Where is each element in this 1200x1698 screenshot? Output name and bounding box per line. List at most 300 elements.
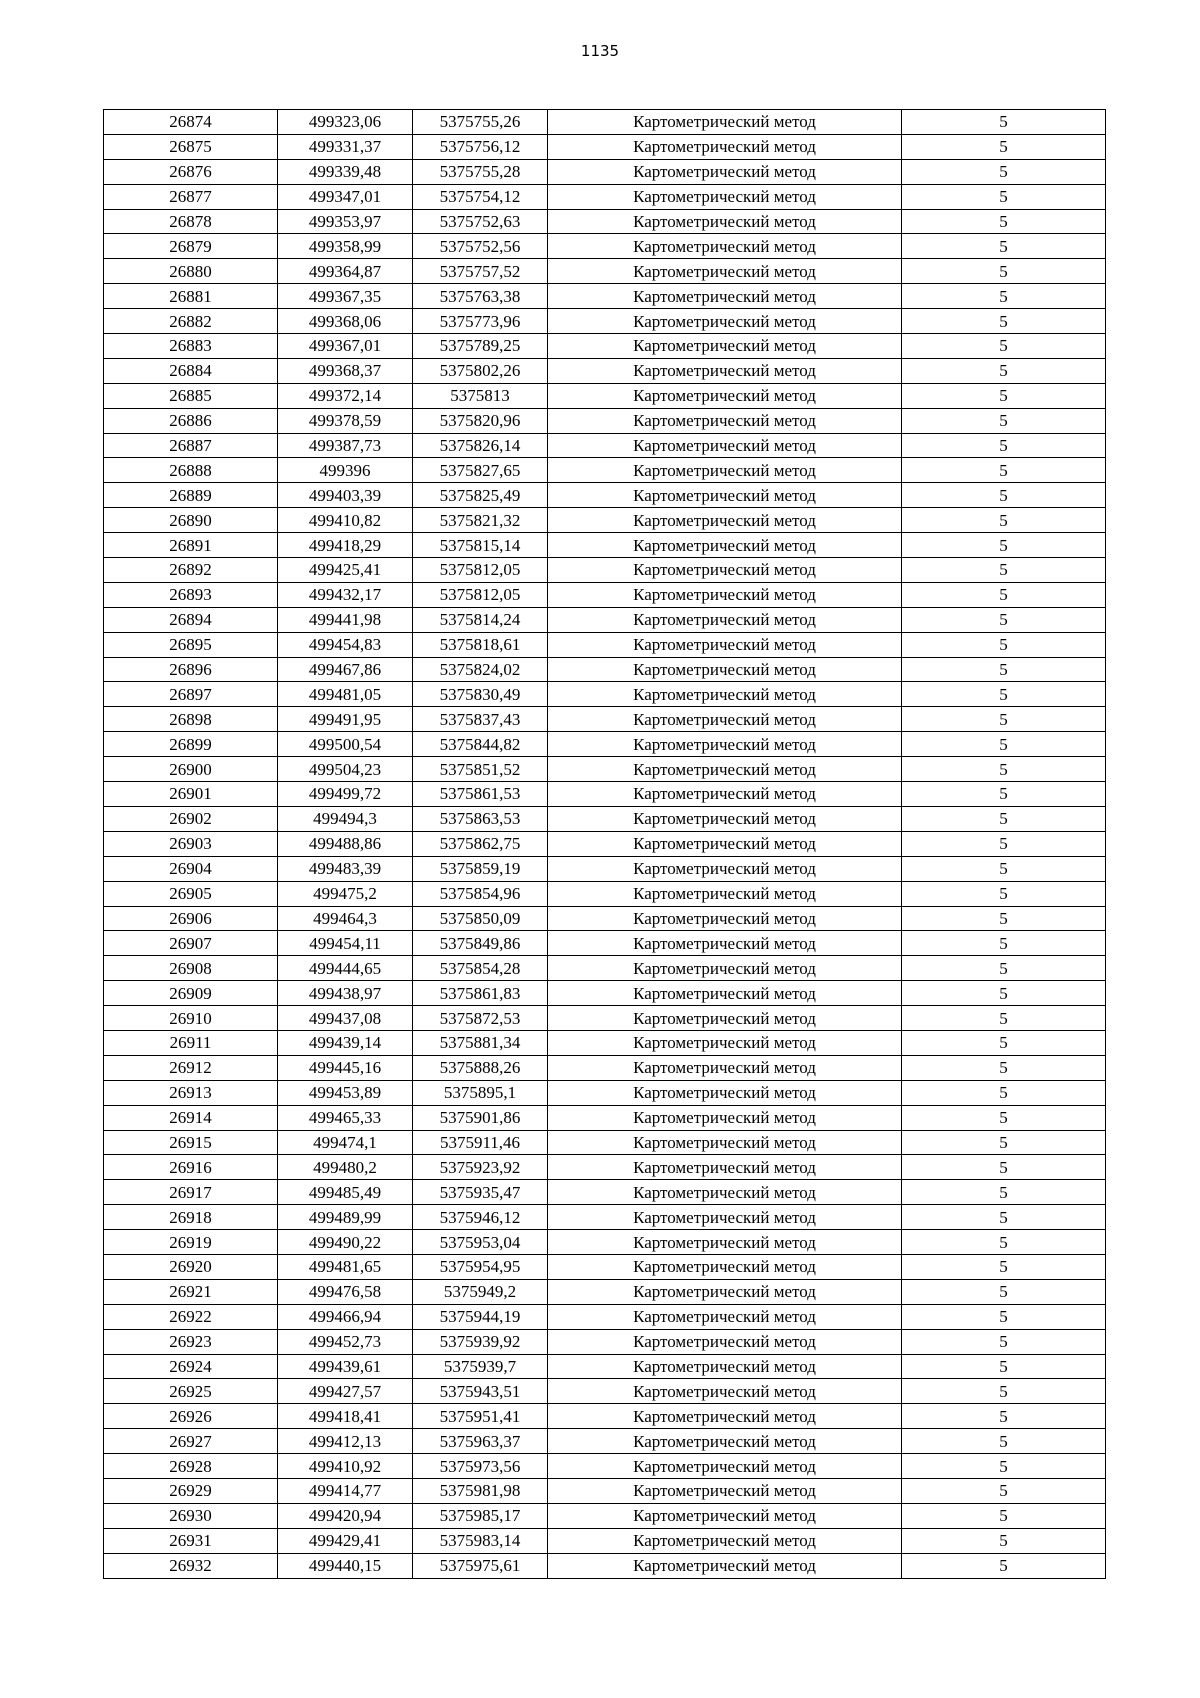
x-coordinate-cell: 499445,16: [278, 1055, 413, 1080]
method-cell: Картометрический метод: [548, 782, 902, 807]
x-coordinate-cell: 499367,01: [278, 334, 413, 359]
x-coordinate-cell: 499418,29: [278, 533, 413, 558]
point-number-cell: 26877: [104, 184, 278, 209]
accuracy-cell: 5: [902, 981, 1106, 1006]
point-number-cell: 26918: [104, 1205, 278, 1230]
point-number-cell: 26932: [104, 1553, 278, 1578]
point-number-cell: 26907: [104, 931, 278, 956]
accuracy-cell: 5: [902, 284, 1106, 309]
method-cell: Картометрический метод: [548, 184, 902, 209]
accuracy-cell: 5: [902, 607, 1106, 632]
y-coordinate-cell: 5375773,96: [413, 309, 548, 334]
table-row: [104, 806, 1106, 831]
y-coordinate-cell: 5375814,24: [413, 607, 548, 632]
y-coordinate-cell: 5375895,1: [413, 1080, 548, 1105]
accuracy-cell: 5: [902, 632, 1106, 657]
accuracy-cell: 5: [902, 657, 1106, 682]
accuracy-cell: 5: [902, 234, 1106, 259]
table-row: [104, 831, 1106, 856]
table-row: [104, 1080, 1106, 1105]
y-coordinate-cell: 5375821,32: [413, 508, 548, 533]
method-cell: Картометрический метод: [548, 707, 902, 732]
y-coordinate-cell: 5375837,43: [413, 707, 548, 732]
table-row: [104, 732, 1106, 757]
accuracy-cell: 5: [902, 906, 1106, 931]
method-cell: Картометрический метод: [548, 134, 902, 159]
method-cell: Картометрический метод: [548, 1155, 902, 1180]
y-coordinate-cell: 5375850,09: [413, 906, 548, 931]
method-cell: Картометрический метод: [548, 906, 902, 931]
y-coordinate-cell: 5375752,56: [413, 234, 548, 259]
accuracy-cell: 5: [902, 309, 1106, 334]
method-cell: Картометрический метод: [548, 508, 902, 533]
table-row: [104, 184, 1106, 209]
point-number-cell: 26929: [104, 1478, 278, 1503]
y-coordinate-cell: 5375815,14: [413, 533, 548, 558]
table-row: [104, 931, 1106, 956]
x-coordinate-cell: 499440,15: [278, 1553, 413, 1578]
accuracy-cell: 5: [902, 1304, 1106, 1329]
x-coordinate-cell: 499444,65: [278, 956, 413, 981]
method-cell: Картометрический метод: [548, 1205, 902, 1230]
method-cell: Картометрический метод: [548, 1105, 902, 1130]
x-coordinate-cell: 499475,2: [278, 881, 413, 906]
method-cell: Картометрический метод: [548, 309, 902, 334]
y-coordinate-cell: 5375752,63: [413, 209, 548, 234]
y-coordinate-cell: 5375985,17: [413, 1503, 548, 1528]
table-row: [104, 881, 1106, 906]
x-coordinate-cell: 499387,73: [278, 433, 413, 458]
point-number-cell: 26876: [104, 159, 278, 184]
point-number-cell: 26913: [104, 1080, 278, 1105]
point-number-cell: 26882: [104, 309, 278, 334]
y-coordinate-cell: 5375789,25: [413, 334, 548, 359]
accuracy-cell: 5: [902, 1080, 1106, 1105]
table-row: [104, 433, 1106, 458]
table-row: [104, 657, 1106, 682]
accuracy-cell: 5: [902, 134, 1106, 159]
y-coordinate-cell: 5375939,92: [413, 1329, 548, 1354]
method-cell: Картометрический метод: [548, 1279, 902, 1304]
point-number-cell: 26881: [104, 284, 278, 309]
table-row: [104, 707, 1106, 732]
point-number-cell: 26909: [104, 981, 278, 1006]
point-number-cell: 26928: [104, 1454, 278, 1479]
x-coordinate-cell: 499372,14: [278, 383, 413, 408]
x-coordinate-cell: 499454,83: [278, 632, 413, 657]
point-number-cell: 26910: [104, 1006, 278, 1031]
point-number-cell: 26919: [104, 1230, 278, 1255]
table-row: [104, 1230, 1106, 1255]
method-cell: Картометрический метод: [548, 1080, 902, 1105]
accuracy-cell: 5: [902, 1254, 1106, 1279]
accuracy-cell: 5: [902, 159, 1106, 184]
y-coordinate-cell: 5375981,98: [413, 1478, 548, 1503]
x-coordinate-cell: 499358,99: [278, 234, 413, 259]
method-cell: Картометрический метод: [548, 358, 902, 383]
accuracy-cell: 5: [902, 1279, 1106, 1304]
y-coordinate-cell: 5375861,83: [413, 981, 548, 1006]
x-coordinate-cell: 499420,94: [278, 1503, 413, 1528]
x-coordinate-cell: 499437,08: [278, 1006, 413, 1031]
method-cell: Картометрический метод: [548, 1503, 902, 1528]
x-coordinate-cell: 499412,13: [278, 1429, 413, 1454]
table-row: [104, 757, 1106, 782]
point-number-cell: 26903: [104, 831, 278, 856]
x-coordinate-cell: 499425,41: [278, 558, 413, 583]
accuracy-cell: 5: [902, 433, 1106, 458]
accuracy-cell: 5: [902, 1055, 1106, 1080]
y-coordinate-cell: 5375911,46: [413, 1130, 548, 1155]
y-coordinate-cell: 5375851,52: [413, 757, 548, 782]
x-coordinate-cell: 499494,3: [278, 806, 413, 831]
x-coordinate-cell: 499410,82: [278, 508, 413, 533]
point-number-cell: 26897: [104, 682, 278, 707]
point-number-cell: 26906: [104, 906, 278, 931]
method-cell: Картометрический метод: [548, 831, 902, 856]
method-cell: Картометрический метод: [548, 1180, 902, 1205]
table-row: [104, 1155, 1106, 1180]
y-coordinate-cell: 5375862,75: [413, 831, 548, 856]
table-row: [104, 1478, 1106, 1503]
method-cell: Картометрический метод: [548, 607, 902, 632]
method-cell: Картометрический метод: [548, 558, 902, 583]
point-number-cell: 26886: [104, 408, 278, 433]
accuracy-cell: 5: [902, 110, 1106, 135]
method-cell: Картометрический метод: [548, 757, 902, 782]
x-coordinate-cell: 499410,92: [278, 1454, 413, 1479]
accuracy-cell: 5: [902, 383, 1106, 408]
y-coordinate-cell: 5375973,56: [413, 1454, 548, 1479]
point-number-cell: 26874: [104, 110, 278, 135]
table-row: [104, 1329, 1106, 1354]
x-coordinate-cell: 499464,3: [278, 906, 413, 931]
table-row: [104, 234, 1106, 259]
accuracy-cell: 5: [902, 1180, 1106, 1205]
method-cell: Картометрический метод: [548, 483, 902, 508]
table-row: [104, 134, 1106, 159]
accuracy-cell: 5: [902, 782, 1106, 807]
point-number-cell: 26924: [104, 1354, 278, 1379]
table-row: [104, 856, 1106, 881]
point-number-cell: 26911: [104, 1030, 278, 1055]
x-coordinate-cell: 499454,11: [278, 931, 413, 956]
x-coordinate-cell: 499331,37: [278, 134, 413, 159]
method-cell: Картометрический метод: [548, 1130, 902, 1155]
x-coordinate-cell: 499499,72: [278, 782, 413, 807]
method-cell: Картометрический метод: [548, 1553, 902, 1578]
point-number-cell: 26892: [104, 558, 278, 583]
coordinates-table-body: [104, 110, 1106, 1579]
y-coordinate-cell: 5375951,41: [413, 1404, 548, 1429]
x-coordinate-cell: 499429,41: [278, 1528, 413, 1553]
table-row: [104, 632, 1106, 657]
accuracy-cell: 5: [902, 1354, 1106, 1379]
accuracy-cell: 5: [902, 1329, 1106, 1354]
point-number-cell: 26890: [104, 508, 278, 533]
point-number-cell: 26921: [104, 1279, 278, 1304]
table-row: [104, 159, 1106, 184]
accuracy-cell: 5: [902, 806, 1106, 831]
method-cell: Картометрический метод: [548, 533, 902, 558]
table-row: [104, 1304, 1106, 1329]
y-coordinate-cell: 5375813: [413, 383, 548, 408]
point-number-cell: 26880: [104, 259, 278, 284]
method-cell: Картометрический метод: [548, 334, 902, 359]
y-coordinate-cell: 5375849,86: [413, 931, 548, 956]
accuracy-cell: 5: [902, 1105, 1106, 1130]
accuracy-cell: 5: [902, 1503, 1106, 1528]
x-coordinate-cell: 499368,37: [278, 358, 413, 383]
method-cell: Картометрический метод: [548, 981, 902, 1006]
method-cell: Картометрический метод: [548, 234, 902, 259]
accuracy-cell: 5: [902, 1429, 1106, 1454]
table-row: [104, 607, 1106, 632]
x-coordinate-cell: 499439,61: [278, 1354, 413, 1379]
x-coordinate-cell: 499474,1: [278, 1130, 413, 1155]
accuracy-cell: 5: [902, 408, 1106, 433]
x-coordinate-cell: 499476,58: [278, 1279, 413, 1304]
x-coordinate-cell: 499504,23: [278, 757, 413, 782]
table-row: [104, 358, 1106, 383]
accuracy-cell: 5: [902, 707, 1106, 732]
x-coordinate-cell: 499467,86: [278, 657, 413, 682]
method-cell: Картометрический метод: [548, 284, 902, 309]
accuracy-cell: 5: [902, 956, 1106, 981]
x-coordinate-cell: 499441,98: [278, 607, 413, 632]
y-coordinate-cell: 5375802,26: [413, 358, 548, 383]
y-coordinate-cell: 5375888,26: [413, 1055, 548, 1080]
x-coordinate-cell: 499378,59: [278, 408, 413, 433]
x-coordinate-cell: 499439,14: [278, 1030, 413, 1055]
point-number-cell: 26914: [104, 1105, 278, 1130]
y-coordinate-cell: 5375763,38: [413, 284, 548, 309]
point-number-cell: 26879: [104, 234, 278, 259]
table-row: [104, 1528, 1106, 1553]
y-coordinate-cell: 5375935,47: [413, 1180, 548, 1205]
table-row: [104, 1030, 1106, 1055]
method-cell: Картометрический метод: [548, 1329, 902, 1354]
y-coordinate-cell: 5375954,95: [413, 1254, 548, 1279]
y-coordinate-cell: 5375844,82: [413, 732, 548, 757]
x-coordinate-cell: 499339,48: [278, 159, 413, 184]
x-coordinate-cell: 499485,49: [278, 1180, 413, 1205]
method-cell: Картометрический метод: [548, 110, 902, 135]
method-cell: Картометрический метод: [548, 1354, 902, 1379]
accuracy-cell: 5: [902, 931, 1106, 956]
x-coordinate-cell: 499367,35: [278, 284, 413, 309]
x-coordinate-cell: 499483,39: [278, 856, 413, 881]
accuracy-cell: 5: [902, 209, 1106, 234]
table-row: [104, 1429, 1106, 1454]
y-coordinate-cell: 5375983,14: [413, 1528, 548, 1553]
point-number-cell: 26887: [104, 433, 278, 458]
x-coordinate-cell: 499368,06: [278, 309, 413, 334]
y-coordinate-cell: 5375943,51: [413, 1379, 548, 1404]
method-cell: Картометрический метод: [548, 408, 902, 433]
method-cell: Картометрический метод: [548, 682, 902, 707]
accuracy-cell: 5: [902, 1230, 1106, 1255]
method-cell: Картометрический метод: [548, 732, 902, 757]
point-number-cell: 26905: [104, 881, 278, 906]
method-cell: Картометрический метод: [548, 956, 902, 981]
table-row: [104, 383, 1106, 408]
accuracy-cell: 5: [902, 1553, 1106, 1578]
accuracy-cell: 5: [902, 582, 1106, 607]
table-row: [104, 533, 1106, 558]
point-number-cell: 26900: [104, 757, 278, 782]
point-number-cell: 26923: [104, 1329, 278, 1354]
table-row: [104, 1279, 1106, 1304]
x-coordinate-cell: 499500,54: [278, 732, 413, 757]
method-cell: Картометрический метод: [548, 433, 902, 458]
method-cell: Картометрический метод: [548, 1304, 902, 1329]
point-number-cell: 26922: [104, 1304, 278, 1329]
point-number-cell: 26878: [104, 209, 278, 234]
table-row: [104, 1354, 1106, 1379]
y-coordinate-cell: 5375946,12: [413, 1205, 548, 1230]
x-coordinate-cell: 499438,97: [278, 981, 413, 1006]
table-row: [104, 1180, 1106, 1205]
accuracy-cell: 5: [902, 1205, 1106, 1230]
point-number-cell: 26902: [104, 806, 278, 831]
table-row: [104, 906, 1106, 931]
method-cell: Картометрический метод: [548, 1528, 902, 1553]
x-coordinate-cell: 499481,05: [278, 682, 413, 707]
table-row: [104, 1105, 1106, 1130]
point-number-cell: 26908: [104, 956, 278, 981]
method-cell: Картометрический метод: [548, 657, 902, 682]
accuracy-cell: 5: [902, 259, 1106, 284]
point-number-cell: 26899: [104, 732, 278, 757]
method-cell: Картометрический метод: [548, 209, 902, 234]
accuracy-cell: 5: [902, 458, 1106, 483]
method-cell: Картометрический метод: [548, 259, 902, 284]
table-row: [104, 334, 1106, 359]
table-row: [104, 1404, 1106, 1429]
table-row: [104, 1006, 1106, 1031]
y-coordinate-cell: 5375756,12: [413, 134, 548, 159]
point-number-cell: 26926: [104, 1404, 278, 1429]
accuracy-cell: 5: [902, 1130, 1106, 1155]
method-cell: Картометрический метод: [548, 632, 902, 657]
point-number-cell: 26898: [104, 707, 278, 732]
x-coordinate-cell: 499432,17: [278, 582, 413, 607]
x-coordinate-cell: 499453,89: [278, 1080, 413, 1105]
method-cell: Картометрический метод: [548, 1478, 902, 1503]
y-coordinate-cell: 5375953,04: [413, 1230, 548, 1255]
table-row: [104, 309, 1106, 334]
method-cell: Картометрический метод: [548, 806, 902, 831]
point-number-cell: 26885: [104, 383, 278, 408]
y-coordinate-cell: 5375881,34: [413, 1030, 548, 1055]
y-coordinate-cell: 5375949,2: [413, 1279, 548, 1304]
table-row: [104, 558, 1106, 583]
method-cell: Картометрический метод: [548, 582, 902, 607]
point-number-cell: 26884: [104, 358, 278, 383]
table-row: [104, 209, 1106, 234]
y-coordinate-cell: 5375826,14: [413, 433, 548, 458]
table-row: [104, 682, 1106, 707]
table-row: [104, 1454, 1106, 1479]
table-row: [104, 1055, 1106, 1080]
x-coordinate-cell: 499418,41: [278, 1404, 413, 1429]
accuracy-cell: 5: [902, 1155, 1106, 1180]
point-number-cell: 26888: [104, 458, 278, 483]
x-coordinate-cell: 499490,22: [278, 1230, 413, 1255]
accuracy-cell: 5: [902, 508, 1106, 533]
point-number-cell: 26875: [104, 134, 278, 159]
y-coordinate-cell: 5375825,49: [413, 483, 548, 508]
y-coordinate-cell: 5375757,52: [413, 259, 548, 284]
y-coordinate-cell: 5375827,65: [413, 458, 548, 483]
point-number-cell: 26895: [104, 632, 278, 657]
y-coordinate-cell: 5375755,28: [413, 159, 548, 184]
point-number-cell: 26889: [104, 483, 278, 508]
accuracy-cell: 5: [902, 1454, 1106, 1479]
x-coordinate-cell: 499396: [278, 458, 413, 483]
x-coordinate-cell: 499414,77: [278, 1478, 413, 1503]
y-coordinate-cell: 5375863,53: [413, 806, 548, 831]
point-number-cell: 26883: [104, 334, 278, 359]
point-number-cell: 26917: [104, 1180, 278, 1205]
point-number-cell: 26920: [104, 1254, 278, 1279]
point-number-cell: 26894: [104, 607, 278, 632]
y-coordinate-cell: 5375939,7: [413, 1354, 548, 1379]
y-coordinate-cell: 5375754,12: [413, 184, 548, 209]
y-coordinate-cell: 5375901,86: [413, 1105, 548, 1130]
method-cell: Картометрический метод: [548, 1454, 902, 1479]
x-coordinate-cell: 499481,65: [278, 1254, 413, 1279]
method-cell: Картометрический метод: [548, 1404, 902, 1429]
x-coordinate-cell: 499347,01: [278, 184, 413, 209]
y-coordinate-cell: 5375923,92: [413, 1155, 548, 1180]
y-coordinate-cell: 5375872,53: [413, 1006, 548, 1031]
accuracy-cell: 5: [902, 358, 1106, 383]
method-cell: Картометрический метод: [548, 1379, 902, 1404]
table-row: [104, 458, 1106, 483]
x-coordinate-cell: 499488,86: [278, 831, 413, 856]
y-coordinate-cell: 5375824,02: [413, 657, 548, 682]
method-cell: Картометрический метод: [548, 1055, 902, 1080]
x-coordinate-cell: 499364,87: [278, 259, 413, 284]
table-row: [104, 1254, 1106, 1279]
accuracy-cell: 5: [902, 682, 1106, 707]
y-coordinate-cell: 5375830,49: [413, 682, 548, 707]
point-number-cell: 26916: [104, 1155, 278, 1180]
x-coordinate-cell: 499323,06: [278, 110, 413, 135]
accuracy-cell: 5: [902, 1379, 1106, 1404]
table-row: [104, 1379, 1106, 1404]
accuracy-cell: 5: [902, 558, 1106, 583]
y-coordinate-cell: 5375859,19: [413, 856, 548, 881]
table-row: [104, 110, 1106, 135]
table-row: [104, 284, 1106, 309]
method-cell: Картометрический метод: [548, 931, 902, 956]
accuracy-cell: 5: [902, 881, 1106, 906]
x-coordinate-cell: 499480,2: [278, 1155, 413, 1180]
table-row: [104, 582, 1106, 607]
method-cell: Картометрический метод: [548, 1230, 902, 1255]
x-coordinate-cell: 499465,33: [278, 1105, 413, 1130]
x-coordinate-cell: 499491,95: [278, 707, 413, 732]
point-number-cell: 26893: [104, 582, 278, 607]
method-cell: Картометрический метод: [548, 1006, 902, 1031]
method-cell: Картометрический метод: [548, 856, 902, 881]
y-coordinate-cell: 5375818,61: [413, 632, 548, 657]
accuracy-cell: 5: [902, 1478, 1106, 1503]
x-coordinate-cell: 499489,99: [278, 1205, 413, 1230]
